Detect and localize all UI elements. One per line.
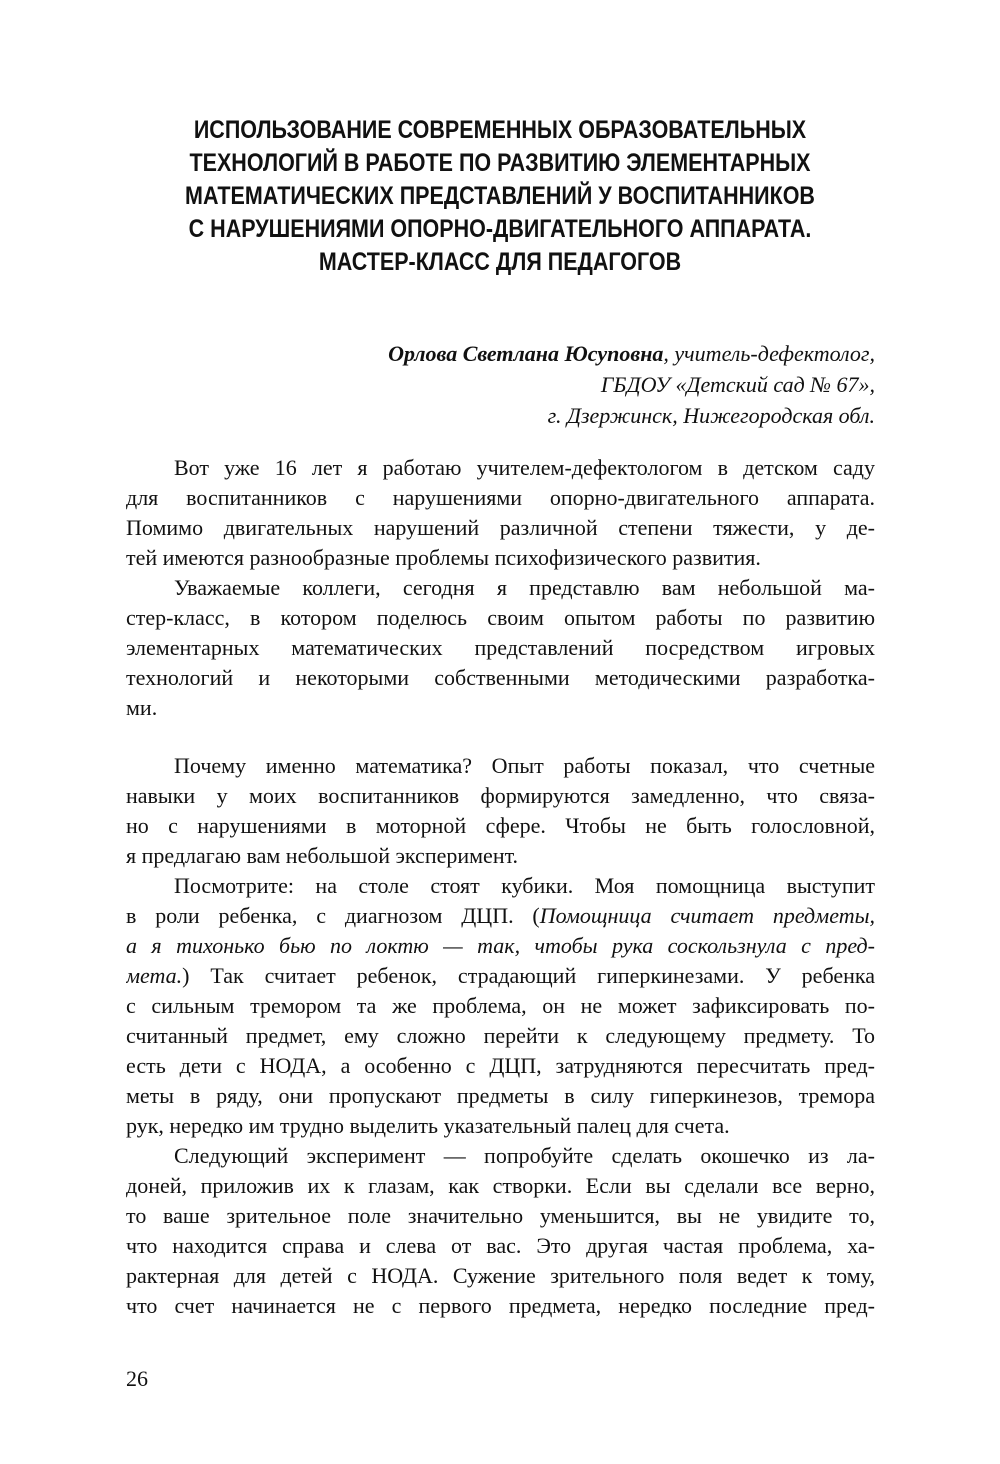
text-line bbox=[126, 693, 875, 723]
text-segment: меты в ряду, они пропускают предметы в силу гиперкинезов, тремора bbox=[126, 1083, 875, 1108]
text-segment: то ваше зрительное поле значительно уменьшится, вы не увидите то, bbox=[126, 1203, 875, 1228]
text-line bbox=[126, 1171, 875, 1201]
text-segment: элементарных математических представлений посредством игровых bbox=[126, 635, 875, 660]
text-line bbox=[126, 1201, 875, 1231]
text-segment: в роли ребенка, с диагнозом ДЦП. ( bbox=[126, 903, 540, 928]
title-line: С НАРУШЕНИЯМИ ОПОРНО-ДВИГАТЕЛЬНОГО АППАРАТА. bbox=[188, 215, 812, 243]
text-line bbox=[126, 543, 875, 573]
text-segment: я предлагаю вам небольшой эксперимент. bbox=[126, 843, 519, 868]
text-segment: есть дети с НОДА, а особенно с ДЦП, затрудняются пересчитать пред- bbox=[126, 1053, 875, 1078]
text-segment: что находится справа и слева от вас. Это другая частая проблема, ха- bbox=[126, 1233, 875, 1258]
paragraph bbox=[126, 573, 875, 723]
text-segment: тей имеются разнообразные проблемы психофизического развития. bbox=[126, 545, 761, 570]
title-line: ТЕХНОЛОГИЙ В РАБОТЕ ПО РАЗВИТИЮ ЭЛЕМЕНТАРНЫХ bbox=[189, 149, 811, 177]
paragraph bbox=[126, 751, 875, 871]
text-segment: что счет начинается не с первого предмета, нередко последние пред- bbox=[126, 1293, 875, 1318]
article-title bbox=[173, 114, 827, 279]
text-line bbox=[126, 1051, 875, 1081]
text-segment: ми. bbox=[126, 695, 158, 720]
italic-text: мета. bbox=[126, 963, 183, 988]
paragraph bbox=[126, 453, 875, 573]
text-line bbox=[126, 453, 875, 483]
text-segment: но с нарушениями в моторной сфере. Чтобы не быть голословной, bbox=[126, 813, 875, 838]
text-line bbox=[126, 991, 875, 1021]
text-line bbox=[126, 901, 875, 931]
title-line: МАСТЕР-КЛАСС ДЛЯ ПЕДАГОГОВ bbox=[318, 248, 682, 276]
text-segment: для воспитанников с нарушениями опорно-двигательного аппарата. bbox=[126, 485, 875, 510]
author-name: Орлова Светлана Юсуповна bbox=[388, 341, 664, 366]
text-line bbox=[126, 633, 875, 663]
text-line bbox=[126, 781, 875, 811]
author-block bbox=[388, 338, 875, 431]
text-line bbox=[126, 1291, 875, 1321]
text-line bbox=[126, 1081, 875, 1111]
article-body bbox=[126, 453, 875, 1321]
text-segment: Почему именно математика? Опыт работы показал, что счетные bbox=[174, 753, 875, 778]
paragraph bbox=[126, 1141, 875, 1321]
text-line bbox=[126, 1261, 875, 1291]
text-line bbox=[126, 1141, 875, 1171]
italic-text: Помощница считает предметы, bbox=[539, 903, 875, 928]
text-segment: технологий и некоторыми собственными методическими разработка- bbox=[126, 665, 875, 690]
author-city: г. Дзержинск, Нижегородская обл. bbox=[547, 403, 875, 428]
page-number: 26 bbox=[126, 1366, 148, 1391]
text-line bbox=[126, 513, 875, 543]
text-line bbox=[126, 811, 875, 841]
text-segment: рактерная для детей с НОДА. Сужение зрительного поля ведет к тому, bbox=[126, 1263, 875, 1288]
text-segment: с сильным тремором та же проблема, он не может зафиксировать по- bbox=[126, 993, 875, 1018]
paragraph-gap bbox=[126, 723, 875, 751]
title-line: МАТЕМАТИЧЕСКИХ ПРЕДСТАВЛЕНИЙ У ВОСПИТАННИКОВ bbox=[185, 182, 815, 210]
text-line bbox=[126, 483, 875, 513]
text-segment: стер-класс, в котором поделюсь своим опытом работы по развитию bbox=[126, 605, 875, 630]
author-organization: ГБДОУ «Детский сад № 67», bbox=[600, 372, 875, 397]
text-segment: ) Так считает ребенок, страдающий гиперкинезами. У ребенка bbox=[182, 963, 875, 988]
text-segment: Вот уже 16 лет я работаю учителем-дефектологом в детском саду bbox=[174, 455, 875, 480]
text-line bbox=[126, 663, 875, 693]
text-line bbox=[126, 751, 875, 781]
text-line bbox=[126, 1021, 875, 1051]
text-segment: Следующий эксперимент — попробуйте сделать окошечко из ла- bbox=[174, 1143, 875, 1168]
text-segment: считанный предмет, ему сложно перейти к следующему предмету. То bbox=[126, 1023, 875, 1048]
text-segment: Посмотрите: на столе стоят кубики. Моя помощница выступит bbox=[174, 873, 875, 898]
title-line: ИСПОЛЬЗОВАНИЕ СОВРЕМЕННЫХ ОБРАЗОВАТЕЛЬНЫХ bbox=[193, 116, 807, 144]
text-line bbox=[126, 603, 875, 633]
text-segment: доней, приложив их к глазам, как створки. Если вы сделали все верно, bbox=[126, 1173, 875, 1198]
paragraph bbox=[126, 871, 875, 1141]
text-line bbox=[126, 1231, 875, 1261]
text-line bbox=[126, 841, 875, 871]
text-segment: Помимо двигательных нарушений различной степени тяжести, у де- bbox=[126, 515, 875, 540]
text-line bbox=[126, 871, 875, 901]
text-segment: навыки у моих воспитанников формируются замедленно, что связа- bbox=[126, 783, 875, 808]
author-role: , учитель-дефектолог, bbox=[663, 341, 875, 366]
text-segment: рук, нередко им трудно выделить указательный палец для счета. bbox=[126, 1113, 730, 1138]
text-segment: Уважаемые коллеги, сегодня я представлю вам небольшой ма- bbox=[174, 575, 875, 600]
italic-text: а я тихонько бью по локтю — так, чтобы рука соскользнула с пред- bbox=[126, 933, 875, 958]
text-line bbox=[126, 931, 875, 961]
text-line bbox=[126, 1111, 875, 1141]
text-line bbox=[126, 573, 875, 603]
text-line bbox=[126, 961, 875, 991]
